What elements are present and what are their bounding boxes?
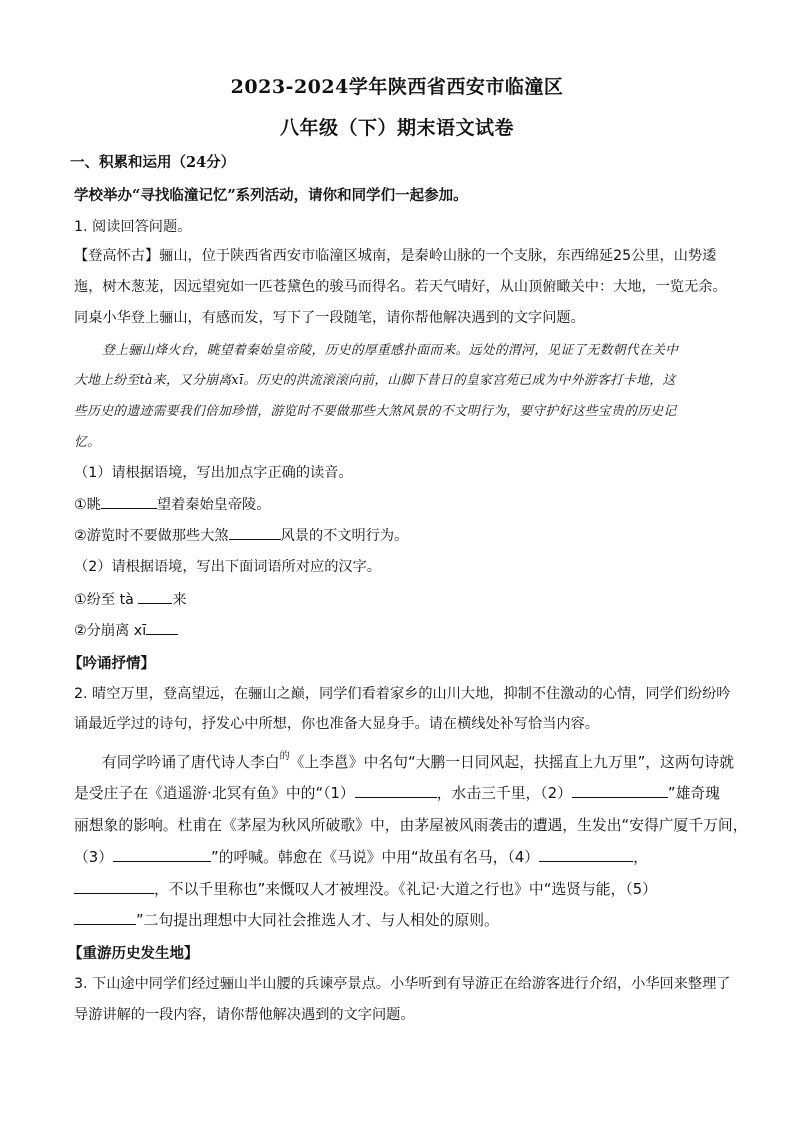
fill-text: ”雄奇瑰 bbox=[667, 785, 720, 802]
fill-line bbox=[74, 878, 657, 899]
essay-line: 登上骊山烽火台，眺望着秦始皇帝陵，历史的厚重感扑面而来。远处的渭河，见证了无数朝代在关中 bbox=[102, 343, 679, 358]
answer-prefix: ②分崩离 xī bbox=[74, 623, 147, 639]
answer-prefix: ①纷至 tà bbox=[74, 592, 139, 608]
fill-text: 是受庄子在《逍遥游·北冥有鱼》中的“（1） bbox=[74, 785, 355, 802]
essay-line: 忆。 bbox=[74, 435, 101, 450]
fill-line: 丽想象的影响。杜甫在《茅屋为秋风所破歌》中，由茅屋被风雨袭击的遭遇，生发出“安得广厦千万间， bbox=[74, 817, 748, 834]
question-1-stem: 1. 阅读回答问题。 bbox=[74, 219, 192, 235]
passage-line: 迤，树木葱茏，因远望宛如一匹苍黛色的骏马而得名。若天气晴好，从山顶俯瞰关中：大地，一览无余。 bbox=[74, 279, 727, 295]
question-2-stem: 2. 晴空万里，登高望远，在骊山之巅，同学们看着家乡的山川大地，抑制不住激动的心情，同学们纷纷吟 bbox=[74, 686, 731, 702]
fill-text: 有同学吟诵了唐代诗人李白 bbox=[102, 754, 280, 771]
fill-text: ， bbox=[633, 849, 648, 866]
fill-text: 《上李邕》中名句“大鹏一日同风起，扶摇直上九万里”，这两句诗就 bbox=[289, 754, 735, 771]
answer-blank[interactable] bbox=[74, 879, 154, 894]
answer-line bbox=[74, 620, 178, 640]
activity-intro: 学校举办“寻找临潼记忆”系列活动，请你和同学们一起参加。 bbox=[74, 187, 468, 204]
fill-line bbox=[102, 751, 734, 772]
fill-line bbox=[74, 909, 499, 930]
exam-title-line2: 八年级（下）期末语文试卷 bbox=[279, 117, 514, 139]
fill-text: （3） bbox=[74, 849, 114, 866]
answer-line bbox=[74, 589, 187, 609]
answer-blank[interactable] bbox=[539, 847, 633, 862]
passage-line: 【登高怀古】骊山，位于陕西省西安市临潼区城南，是秦岭山脉的一个支脉，东西绵延25公里，山势逶 bbox=[74, 248, 717, 264]
section-heading-yinsong: 【吟诵抒情】 bbox=[68, 655, 155, 672]
fill-text: ，不以千里称也”来慨叹人才被埋没。《礼记·大道之行也》中“选贤与能，（5） bbox=[154, 881, 657, 898]
answer-blank[interactable] bbox=[229, 525, 281, 540]
question-3-stem: 导游讲解的一段内容，请你帮他解决遇到的文字问题。 bbox=[74, 1007, 415, 1023]
sub-question-2: （2）请根据语境，写出下面词语所对应的汉字。 bbox=[74, 559, 381, 575]
passage-line: 同桌小华登上骊山，有感而发，写下了一段随笔，请你帮他解决遇到的文字问题。 bbox=[74, 310, 585, 326]
answer-suffix: 望着秦始皇帝陵。 bbox=[156, 497, 271, 513]
essay-line: 些历史的遗迹需要我们倍加珍惜，游览时不要做那些大煞风景的不文明行为，要守护好这些宝贵的历史记 bbox=[74, 404, 677, 419]
answer-blank[interactable] bbox=[572, 783, 668, 798]
essay-line: 大地上纷至tà来，又分崩离xī。历史的洪流滚滚向前，山脚下昔日的皇家宫苑已成为中外游客打卡地，这 bbox=[74, 373, 676, 388]
answer-blank[interactable] bbox=[74, 910, 136, 925]
fill-text: ”二句提出理想中大同社会推选人才、与人相处的原则。 bbox=[136, 912, 499, 929]
question-3-stem: 3. 下山途中同学们经过骊山半山腰的兵谏亭景点。小华听到有导游正在给游客进行介绍，小华回来整理了 bbox=[74, 976, 731, 992]
answer-blank[interactable] bbox=[146, 620, 178, 635]
answer-prefix: ②游览时不要做那些大煞 bbox=[74, 528, 229, 544]
fill-line bbox=[74, 782, 720, 803]
fill-superscript: 的 bbox=[279, 751, 290, 762]
exam-title-line1: 2023-2024学年陕西省西安市临潼区 bbox=[230, 76, 564, 98]
answer-line bbox=[74, 494, 270, 514]
answer-prefix: ①眺 bbox=[74, 497, 101, 513]
fill-line bbox=[74, 846, 648, 867]
answer-blank[interactable] bbox=[138, 589, 172, 604]
answer-line bbox=[74, 525, 408, 545]
fill-text: ，水击三千里，（2） bbox=[436, 785, 572, 802]
answer-blank[interactable] bbox=[113, 847, 211, 862]
question-2-stem: 诵最近学过的诗句，抒发心中所想，你也准备大显身手。请在横线处补写恰当内容。 bbox=[74, 716, 599, 732]
section-heading-chongyou: 【重游历史发生地】 bbox=[68, 945, 199, 962]
answer-suffix: 风景的不文明行为。 bbox=[280, 528, 409, 544]
sub-question-1: （1）请根据语境，写出加点字正确的读音。 bbox=[74, 465, 353, 481]
fill-text: ”的呼喊。韩愈在《马说》中用“故虽有名马，（4） bbox=[211, 849, 540, 866]
answer-blank[interactable] bbox=[101, 494, 157, 509]
answer-suffix: 来 bbox=[172, 592, 187, 608]
answer-blank[interactable] bbox=[355, 783, 437, 798]
section-heading: 一、积累和运用（24分） bbox=[70, 154, 236, 171]
